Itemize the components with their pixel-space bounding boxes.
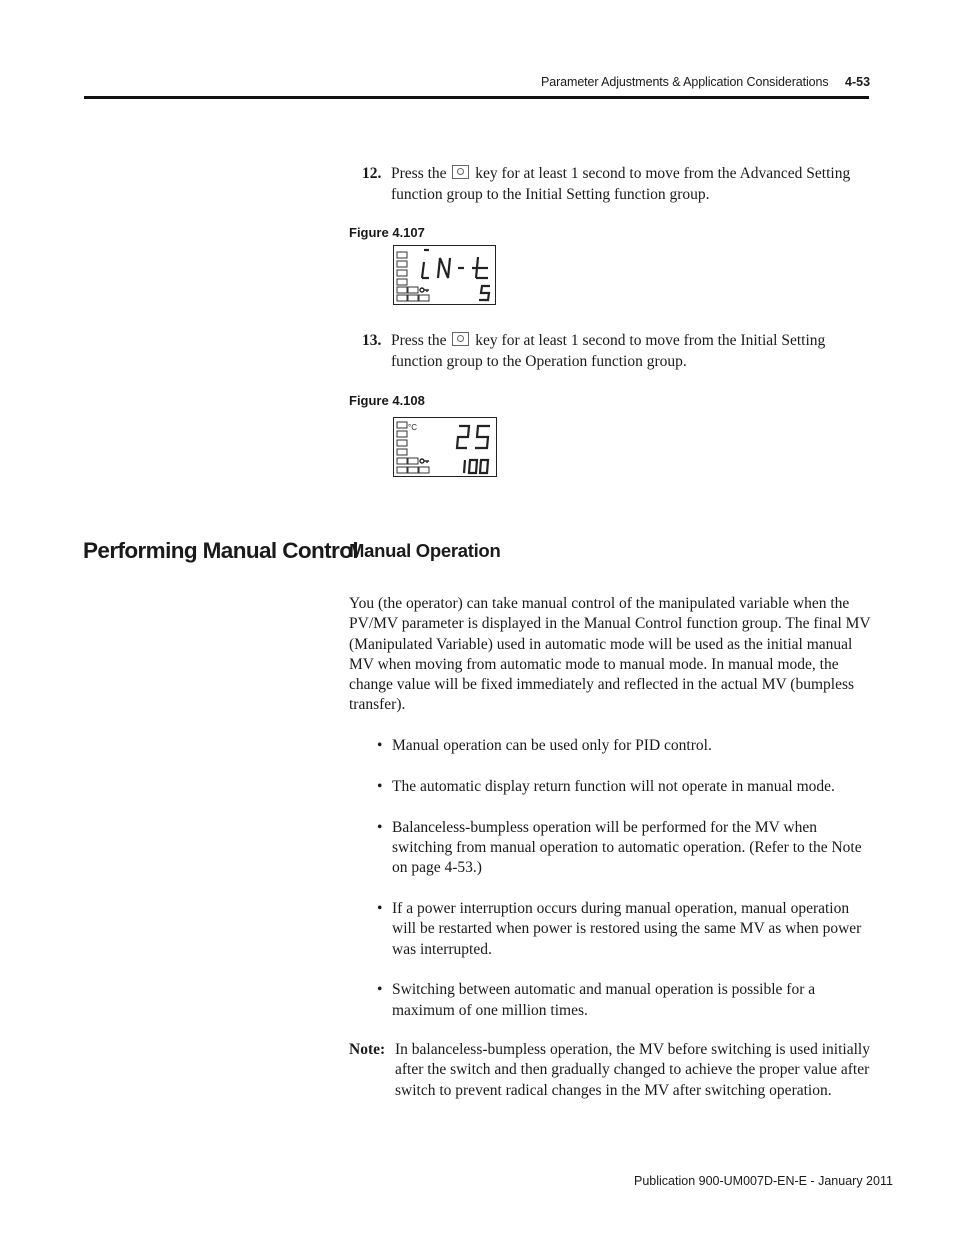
mode-key-icon xyxy=(452,165,469,179)
list-item: • If a power interruption occurs during manual operation, manual operation will be restarted when power is restored using the same MV as when power was interrupted. xyxy=(377,899,877,960)
lcd-display-figure-4-107 xyxy=(393,245,496,305)
footer-publication: Publication 900-UM007D-EN-E - January 2011 xyxy=(634,1174,893,1188)
step-12 xyxy=(362,164,872,205)
note-label: Note: xyxy=(349,1041,386,1058)
list-item: • Balanceless-bumpless operation will be performed for the MV when switching from manual operation to automatic operation. (Refer to the Note on page 4-53.) xyxy=(377,818,877,879)
step-text: Press the key for at least 1 second to move from the Initial Setting function group to the Operation function group. xyxy=(391,332,826,370)
note xyxy=(349,1040,873,1101)
step-number: 13. xyxy=(362,332,382,349)
key-lock-icon xyxy=(420,459,429,463)
unit-label: °C xyxy=(408,423,417,432)
body-paragraph: You (the operator) can take manual control of the manipulated variable when the PV/MV parameter is displayed in the Manual Control function group. The final MV (Manipulated Variable) used in automatic mode will be used as the initial manual MV when moving from automatic mode to manual mode. In manual mode, the change value will be fixed immediately and reflected in the actual MV (bumpless transfer). xyxy=(349,595,871,714)
key-lock-icon xyxy=(420,288,429,292)
step-number: 12. xyxy=(362,165,382,182)
bullet-list xyxy=(377,736,877,1041)
mode-key-icon xyxy=(452,332,469,346)
lcd-display-figure-4-108 xyxy=(393,417,497,477)
list-item: • The automatic display return function will not operate in manual mode. xyxy=(377,777,877,797)
step-13 xyxy=(362,331,872,372)
step-text: Press the key for at least 1 second to move from the Advanced Setting function group to the Initial Setting function group. xyxy=(391,165,851,203)
figure-caption: Figure 4.108 xyxy=(349,393,425,408)
header-rule xyxy=(84,96,869,99)
list-item: • Switching between automatic and manual operation is possible for a maximum of one million times. xyxy=(377,980,877,1021)
section-heading: Performing Manual Control xyxy=(83,538,359,563)
list-item: • Manual operation can be used only for PID control. xyxy=(377,736,877,756)
running-header-title: Parameter Adjustments & Application Considerations xyxy=(541,75,829,89)
page-number: 4-53 xyxy=(845,75,871,89)
figure-caption: Figure 4.107 xyxy=(349,225,425,240)
note-text: In balanceless-bumpless operation, the MV before switching is used initially after the switch and then gradually changed to achieve the proper value after switch to prevent radical changes in the MV after switching operation. xyxy=(395,1041,870,1099)
subsection-heading: Manual Operation xyxy=(349,540,501,561)
